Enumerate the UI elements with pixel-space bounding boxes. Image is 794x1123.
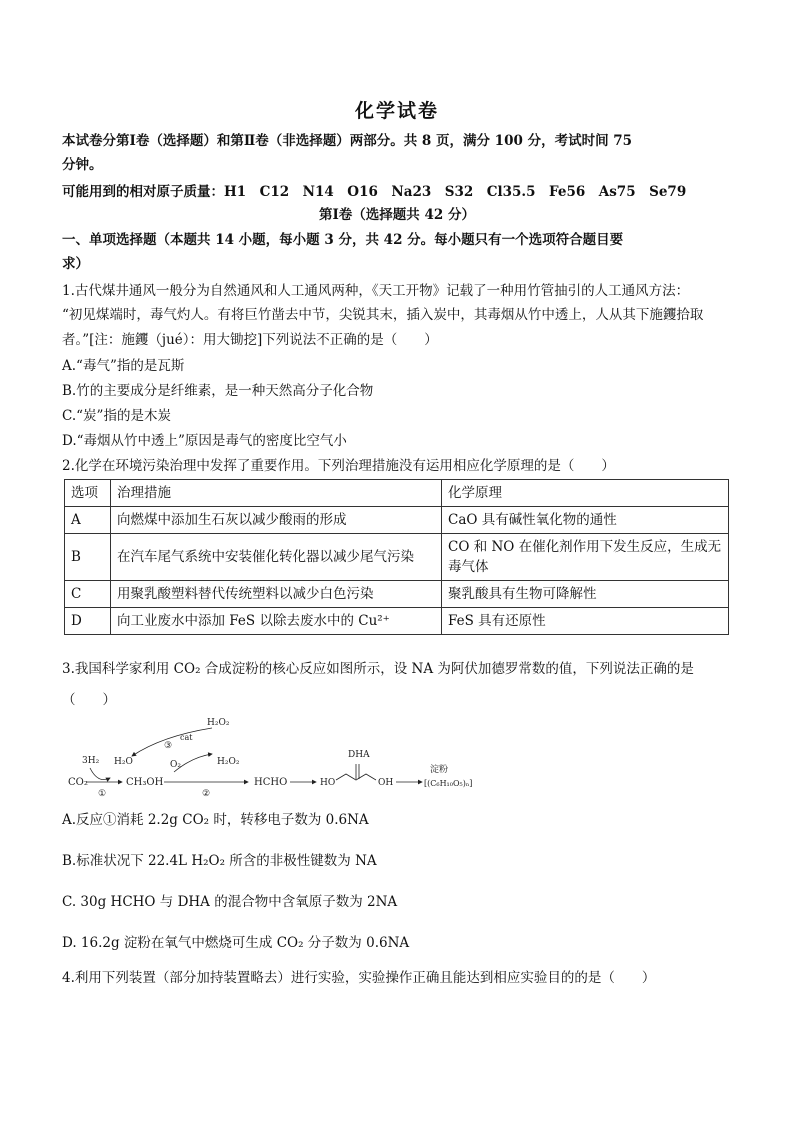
q3-option-c: C. 30g HCHO 与 DHA 的混合物中含氧原子数为 2NA bbox=[62, 894, 398, 910]
q3-stem-2: （ ） bbox=[62, 692, 116, 708]
q4-stem: 4.利用下列装置（部分加持装置略去）进行实验，实验操作正确且能达到相应实验目的的是（ ） bbox=[62, 970, 656, 986]
intro-line-2: 分钟。 bbox=[62, 157, 103, 173]
table-cell-option: C bbox=[65, 581, 111, 608]
label-h2o2-top: H₂O₂ bbox=[207, 718, 230, 728]
table-cell-principle: 聚乳酸具有生物可降解性 bbox=[442, 581, 729, 608]
table-cell-principle: FeS 具有还原性 bbox=[442, 608, 729, 635]
table-cell-option: B bbox=[65, 534, 111, 581]
q3-option-b: B.标准状况下 22.4L H₂O₂ 所含的非极性键数为 NA bbox=[62, 853, 377, 869]
label-step3: ③ bbox=[164, 741, 173, 751]
table-header-row bbox=[65, 480, 729, 507]
label-step2: ② bbox=[202, 789, 211, 797]
table-header: 治理措施 bbox=[111, 480, 442, 507]
atomic-masses: 可能用到的相对原子质量：H1 C12 N14 O16 Na23 S32 Cl35.5 Fe56 As75 Se79 bbox=[62, 184, 687, 200]
label-cat: cat bbox=[180, 733, 193, 742]
q1-option-a: A.“毒气”指的是瓦斯 bbox=[62, 358, 185, 374]
q3-option-a: A.反应①消耗 2.2g CO₂ 时，转移电子数为 0.6NA bbox=[62, 812, 369, 828]
label-starch-formula: [(C₆H₁₀O₅)ₙ] bbox=[424, 779, 473, 788]
arrow-h2 bbox=[90, 768, 110, 780]
table-header: 化学原理 bbox=[442, 480, 729, 507]
q2-table bbox=[64, 479, 729, 635]
table-cell-option: A bbox=[65, 507, 111, 534]
label-ch3oh: CH₃OH bbox=[126, 777, 164, 788]
q1-option-b: B.竹的主要成分是纤维素，是一种天然高分子化合物 bbox=[62, 383, 374, 399]
section1-heading-1: 一、单项选择题（本题共 14 小题，每小题 3 分，共 42 分。每小题只有一个选项符合题目要 bbox=[62, 232, 624, 248]
part1-title: 第Ⅰ卷（选择题共 42 分） bbox=[318, 207, 475, 223]
q1-option-c: C.“炭”指的是木炭 bbox=[62, 408, 171, 424]
label-o2: O₂ bbox=[170, 760, 181, 770]
label-h2o: H₂O bbox=[114, 757, 133, 767]
q1-stem-3: 者。”[注：施钁（jué）：用大锄挖]下列说法不正确的是（ ） bbox=[62, 332, 438, 348]
label-step1: ① bbox=[98, 789, 107, 797]
table-cell-principle: CO 和 NO 在催化剂作用下发生反应，生成无毒气体 bbox=[442, 534, 729, 581]
table-cell-measure: 向工业废水中添加 FeS 以除去废水中的 Cu²⁺ bbox=[111, 608, 442, 635]
starch-synthesis-diagram bbox=[62, 712, 482, 797]
intro-line-1: 本试卷分第Ⅰ卷（选择题）和第Ⅱ卷（非选择题）两部分。共 8 页，满分 100 分，考试时间 75 bbox=[62, 133, 633, 149]
label-oh: OH bbox=[378, 778, 394, 788]
label-co2: CO₂ bbox=[68, 777, 88, 788]
label-hcho: HCHO bbox=[254, 777, 288, 788]
page-title: 化学试卷 bbox=[354, 100, 439, 122]
table-row bbox=[65, 608, 729, 635]
label-3h2: 3H₂ bbox=[82, 756, 100, 766]
table-cell-measure: 向燃煤中添加生石灰以减少酸雨的形成 bbox=[111, 507, 442, 534]
q1-stem-2: “初见煤端时，毒气灼人。有将巨竹凿去中节，尖锐其末，插入炭中，其毒烟从竹中透上，人从其下施钁拾取 bbox=[62, 307, 704, 323]
table-cell-measure: 在汽车尾气系统中安装催化转化器以减少尾气污染 bbox=[111, 534, 442, 581]
section1-heading-2: 求） bbox=[62, 256, 89, 272]
table-row bbox=[65, 581, 729, 608]
q3-stem-1: 3.我国科学家利用 CO₂ 合成淀粉的核心反应如图所示，设 NA 为阿伏加德罗常数的值，下列说法正确的是 bbox=[62, 661, 694, 677]
label-starch: 淀粉 bbox=[430, 765, 449, 775]
q1-option-d: D.“毒烟从竹中透上”原因是毒气的密度比空气小 bbox=[62, 433, 347, 449]
q3-option-d: D. 16.2g 淀粉在氧气中燃烧可生成 CO₂ 分子数为 0.6NA bbox=[62, 935, 410, 951]
table-row bbox=[65, 507, 729, 534]
label-h2o2-right: H₂O₂ bbox=[217, 757, 240, 767]
table-cell-measure: 用聚乳酸塑料替代传统塑料以减少白色污染 bbox=[111, 581, 442, 608]
q1-stem-1: 1.古代煤井通风一般分为自然通风和人工通风两种，《天工开物》记载了一种用竹管抽引的人工通风方法： bbox=[62, 283, 690, 299]
table-cell-principle: CaO 具有碱性氧化物的通性 bbox=[442, 507, 729, 534]
label-dha: DHA bbox=[348, 750, 370, 760]
table-header: 选项 bbox=[65, 480, 111, 507]
q2-stem: 2.化学在环境污染治理中发挥了重要作用。下列治理措施没有运用相应化学原理的是（ ） bbox=[62, 458, 615, 474]
label-ho: HO bbox=[320, 778, 336, 788]
table-cell-option: D bbox=[65, 608, 111, 635]
table-row bbox=[65, 534, 729, 581]
